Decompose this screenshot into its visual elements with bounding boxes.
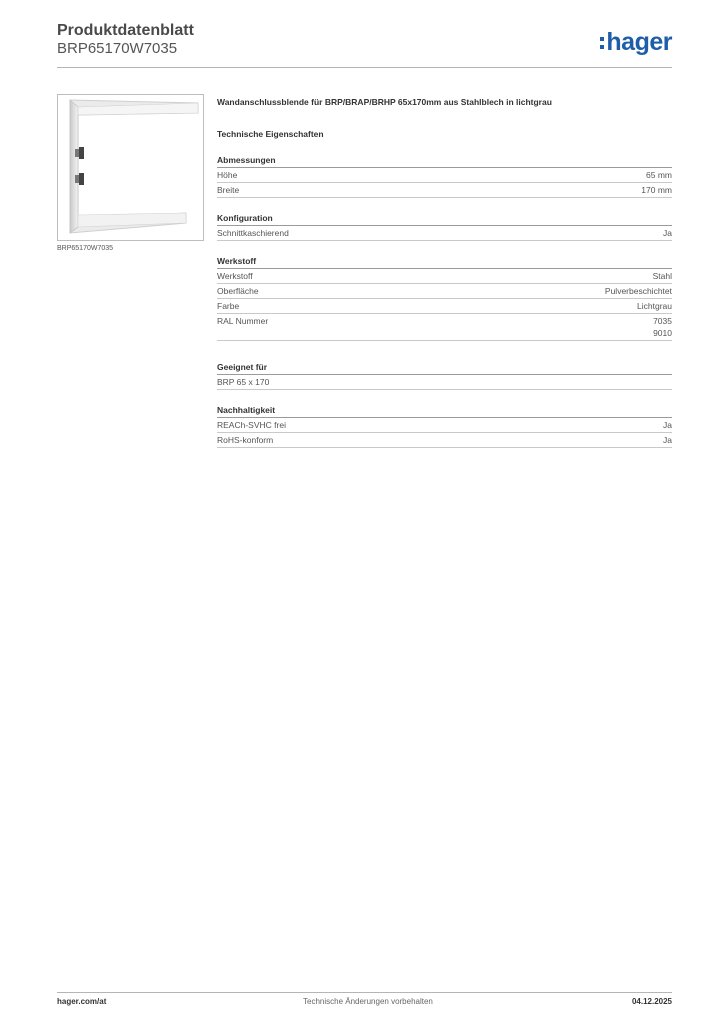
spec-row: [217, 183, 672, 198]
spec-key: Höhe: [217, 170, 238, 180]
tech-heading: Technische Eigenschaften: [217, 129, 324, 139]
header-divider: [57, 67, 672, 68]
spec-value-line: Ja: [663, 435, 672, 445]
spec-value-line: Ja: [663, 228, 672, 238]
spec-sections: [217, 154, 672, 448]
section-heading: Konfiguration: [217, 212, 672, 226]
document-title: Produktdatenblatt: [57, 22, 194, 39]
spec-key: Schnittkaschierend: [217, 228, 289, 238]
spec-key: REACh-SVHC frei: [217, 420, 286, 430]
spec-value-line: 9010: [653, 328, 672, 338]
spec-key: RAL Nummer: [217, 316, 269, 326]
spec-value: [641, 184, 672, 196]
spec-row: [217, 284, 672, 299]
footer-date: 04.12.2025: [631, 997, 672, 1006]
spec-row: [217, 375, 672, 390]
spec-value-line: 65 mm: [646, 170, 672, 180]
spec-value-line: Ja: [663, 420, 672, 430]
spec-value-line: 7035: [653, 316, 672, 326]
spec-row: [217, 299, 672, 314]
logo-text: hager: [606, 28, 672, 56]
product-code: BRP65170W7035: [57, 40, 178, 57]
spec-value-line: 170 mm: [641, 185, 672, 195]
spec-key: Werkstoff: [217, 271, 253, 281]
spec-value-line: Pulverbeschichtet: [604, 286, 672, 296]
spec-section: [217, 212, 672, 241]
spec-content: [217, 96, 672, 448]
footer-disclaimer: Technische Änderungen vorbehalten: [303, 997, 433, 1006]
product-description: Wandanschlussblende für BRP/BRAP/BRHP 65x170mm aus Stahlblech in lichtgrau: [217, 97, 552, 107]
spec-value: [663, 419, 672, 431]
spec-row: [217, 314, 672, 341]
spec-value: [637, 300, 672, 312]
spec-row: [217, 269, 672, 284]
spec-row: [217, 226, 672, 241]
spec-key: Oberfläche: [217, 286, 259, 296]
footer-divider: [57, 992, 672, 993]
spec-row: [217, 168, 672, 183]
spec-value: [663, 227, 672, 239]
spec-row: [217, 418, 672, 433]
spec-key: RoHS-konform: [217, 435, 274, 445]
hager-logo: [600, 28, 672, 57]
product-image: [57, 94, 204, 241]
section-heading: Nachhaltigkeit: [217, 404, 672, 418]
spec-section: [217, 361, 672, 390]
logo-mark-icon: [600, 37, 604, 49]
spec-value: [653, 270, 672, 282]
spec-key: BRP 65 x 170: [217, 377, 270, 387]
spec-value: [653, 315, 672, 339]
spec-value-line: Stahl: [652, 271, 672, 281]
image-caption: BRP65170W7035: [57, 245, 114, 252]
spec-section: [217, 255, 672, 341]
spec-row: [217, 433, 672, 448]
spec-value: [646, 169, 672, 181]
spec-value-line: Lichtgrau: [637, 301, 672, 311]
spec-key: Farbe: [217, 301, 240, 311]
spec-value: [663, 434, 672, 446]
wall-panel-image: [58, 95, 203, 240]
footer-website[interactable]: hager.com/at: [57, 997, 107, 1006]
section-heading: Geeignet für: [217, 361, 672, 375]
section-heading: Abmessungen: [217, 154, 672, 168]
spec-value: [605, 285, 672, 297]
spec-section: [217, 404, 672, 448]
spec-key: Breite: [217, 185, 240, 195]
spec-section: [217, 154, 672, 198]
section-heading: Werkstoff: [217, 255, 672, 269]
